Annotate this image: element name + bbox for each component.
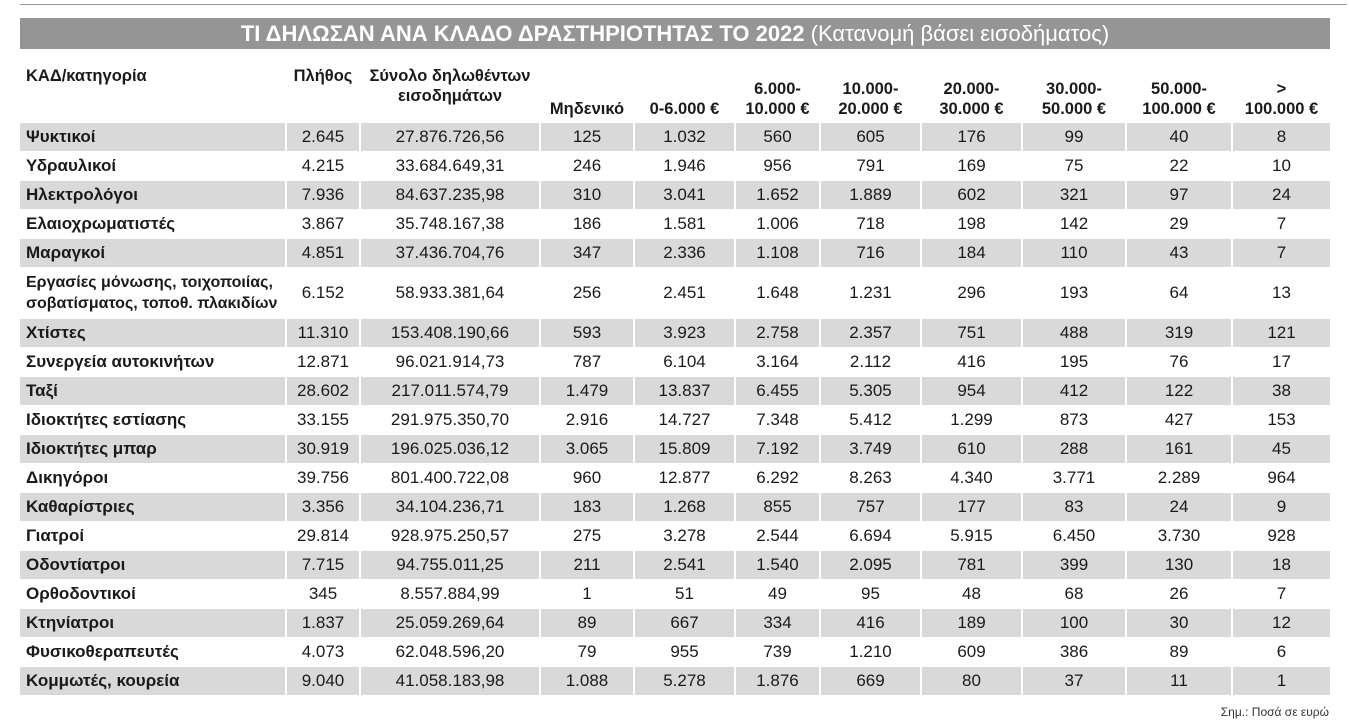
cell-20000-30000: 954 (922, 377, 1023, 406)
cell-20000-30000: 198 (922, 210, 1023, 239)
cell-0-6000: 15.809 (635, 435, 736, 464)
cell-count: 33.155 (287, 406, 361, 435)
cell-zero: 183 (541, 493, 635, 522)
cell-30000-50000: 873 (1023, 406, 1127, 435)
cell-total: 35.748.167,38 (361, 210, 541, 239)
table-row (20, 493, 1330, 522)
table-title: ΤΙ ΔΗΛΩΣΑΝ ΑΝΑ ΚΛΑΔΟ ΔΡΑΣΤΗΡΙΟΤΗΤΑΣ ΤΟ 2022 (240, 21, 805, 46)
col-header-0-6000: 0-6.000 € (635, 57, 736, 123)
cell-0-6000: 12.877 (635, 464, 736, 493)
cell-10000-20000: 95 (821, 580, 922, 609)
cell-count: 3.356 (287, 493, 361, 522)
cell-10000-20000: 5.305 (821, 377, 922, 406)
col-header-30000-50000: 30.000- 50.000 € (1023, 57, 1127, 123)
cell-category: Ελαιοχρωματιστές (20, 210, 287, 239)
cell-6000-10000: 739 (736, 638, 821, 667)
cell-0-6000: 3.278 (635, 522, 736, 551)
cell-20000-30000: 610 (922, 435, 1023, 464)
table-row (20, 123, 1330, 152)
cell-50000-100000: 30 (1127, 609, 1233, 638)
cell-20000-30000: 177 (922, 493, 1023, 522)
cell-count: 39.756 (287, 464, 361, 493)
cell-50000-100000: 22 (1127, 152, 1233, 181)
cell-0-6000: 2.336 (635, 239, 736, 268)
cell-0-6000: 5.278 (635, 667, 736, 696)
cell-0-6000: 1.268 (635, 493, 736, 522)
cell-zero: 211 (541, 551, 635, 580)
cell-zero: 593 (541, 319, 635, 348)
cell-30000-50000: 75 (1023, 152, 1127, 181)
cell-count: 30.919 (287, 435, 361, 464)
cell-6000-10000: 855 (736, 493, 821, 522)
cell-20000-30000: 751 (922, 319, 1023, 348)
cell-6000-10000: 1.006 (736, 210, 821, 239)
cell-zero: 125 (541, 123, 635, 152)
table-row (20, 377, 1330, 406)
cell-over-100000: 17 (1233, 348, 1330, 377)
table-row (20, 406, 1330, 435)
cell-6000-10000: 7.348 (736, 406, 821, 435)
cell-zero: 256 (541, 268, 635, 319)
cell-10000-20000: 1.231 (821, 268, 922, 319)
cell-20000-30000: 189 (922, 609, 1023, 638)
cell-category: Ψυκτικοί (20, 123, 287, 152)
cell-30000-50000: 110 (1023, 239, 1127, 268)
cell-category: Μαραγκοί (20, 239, 287, 268)
cell-zero: 3.065 (541, 435, 635, 464)
cell-total: 153.408.190,66 (361, 319, 541, 348)
cell-count: 12.871 (287, 348, 361, 377)
cell-over-100000: 7 (1233, 239, 1330, 268)
cell-6000-10000: 1.652 (736, 181, 821, 210)
cell-total: 58.933.381,64 (361, 268, 541, 319)
cell-0-6000: 3.041 (635, 181, 736, 210)
cell-10000-20000: 718 (821, 210, 922, 239)
cell-0-6000: 6.104 (635, 348, 736, 377)
cell-30000-50000: 386 (1023, 638, 1127, 667)
cell-zero: 2.916 (541, 406, 635, 435)
col-header-20000-30000: 20.000- 30.000 € (922, 57, 1023, 123)
cell-total: 27.876.726,56 (361, 123, 541, 152)
cell-over-100000: 8 (1233, 123, 1330, 152)
cell-0-6000: 2.451 (635, 268, 736, 319)
cell-6000-10000: 6.455 (736, 377, 821, 406)
cell-category: Ιδιοκτήτες μπαρ (20, 435, 287, 464)
cell-10000-20000: 2.095 (821, 551, 922, 580)
cell-zero: 310 (541, 181, 635, 210)
cell-30000-50000: 399 (1023, 551, 1127, 580)
cell-category: Καθαρίστριες (20, 493, 287, 522)
cell-20000-30000: 781 (922, 551, 1023, 580)
cell-50000-100000: 11 (1127, 667, 1233, 696)
table-row (20, 609, 1330, 638)
cell-over-100000: 24 (1233, 181, 1330, 210)
cell-6000-10000: 956 (736, 152, 821, 181)
cell-count: 3.867 (287, 210, 361, 239)
table-row (20, 464, 1330, 493)
cell-20000-30000: 80 (922, 667, 1023, 696)
cell-6000-10000: 49 (736, 580, 821, 609)
cell-20000-30000: 602 (922, 181, 1023, 210)
cell-50000-100000: 40 (1127, 123, 1233, 152)
cell-category: Κομμωτές, κουρεία (20, 667, 287, 696)
table-row (20, 580, 1330, 609)
cell-6000-10000: 2.544 (736, 522, 821, 551)
cell-zero: 89 (541, 609, 635, 638)
header-row (20, 57, 1330, 123)
cell-zero: 246 (541, 152, 635, 181)
cell-count: 4.073 (287, 638, 361, 667)
cell-6000-10000: 1.108 (736, 239, 821, 268)
cell-over-100000: 38 (1233, 377, 1330, 406)
table-row (20, 268, 1330, 319)
cell-10000-20000: 2.112 (821, 348, 922, 377)
cell-0-6000: 1.032 (635, 123, 736, 152)
cell-count: 11.310 (287, 319, 361, 348)
cell-20000-30000: 176 (922, 123, 1023, 152)
cell-20000-30000: 184 (922, 239, 1023, 268)
cell-category: Υδραυλικοί (20, 152, 287, 181)
cell-zero: 1.479 (541, 377, 635, 406)
cell-zero: 960 (541, 464, 635, 493)
cell-total: 94.755.011,25 (361, 551, 541, 580)
cell-30000-50000: 195 (1023, 348, 1127, 377)
cell-total: 801.400.722,08 (361, 464, 541, 493)
cell-50000-100000: 64 (1127, 268, 1233, 319)
cell-over-100000: 10 (1233, 152, 1330, 181)
cell-0-6000: 1.581 (635, 210, 736, 239)
cell-20000-30000: 169 (922, 152, 1023, 181)
cell-30000-50000: 321 (1023, 181, 1127, 210)
table-row (20, 522, 1330, 551)
cell-over-100000: 1 (1233, 667, 1330, 696)
cell-zero: 347 (541, 239, 635, 268)
cell-count: 9.040 (287, 667, 361, 696)
cell-over-100000: 964 (1233, 464, 1330, 493)
cell-6000-10000: 2.758 (736, 319, 821, 348)
top-rule (20, 4, 1347, 5)
cell-30000-50000: 193 (1023, 268, 1127, 319)
cell-50000-100000: 122 (1127, 377, 1233, 406)
table-row (20, 152, 1330, 181)
cell-20000-30000: 609 (922, 638, 1023, 667)
col-header-count: Πλήθος (287, 57, 361, 123)
table-row (20, 210, 1330, 239)
cell-50000-100000: 319 (1127, 319, 1233, 348)
cell-0-6000: 1.946 (635, 152, 736, 181)
cell-zero: 186 (541, 210, 635, 239)
table-title-bar (20, 18, 1330, 49)
cell-30000-50000: 83 (1023, 493, 1127, 522)
cell-20000-30000: 416 (922, 348, 1023, 377)
cell-50000-100000: 130 (1127, 551, 1233, 580)
cell-total: 196.025.036,12 (361, 435, 541, 464)
cell-10000-20000: 5.412 (821, 406, 922, 435)
table-row (20, 638, 1330, 667)
cell-count: 7.936 (287, 181, 361, 210)
cell-over-100000: 12 (1233, 609, 1330, 638)
cell-over-100000: 9 (1233, 493, 1330, 522)
cell-6000-10000: 3.164 (736, 348, 821, 377)
table-row (20, 181, 1330, 210)
cell-over-100000: 928 (1233, 522, 1330, 551)
cell-6000-10000: 6.292 (736, 464, 821, 493)
cell-count: 2.645 (287, 123, 361, 152)
cell-over-100000: 13 (1233, 268, 1330, 319)
cell-category: Δικηγόροι (20, 464, 287, 493)
cell-10000-20000: 1.210 (821, 638, 922, 667)
cell-over-100000: 121 (1233, 319, 1330, 348)
cell-total: 34.104.236,71 (361, 493, 541, 522)
cell-over-100000: 7 (1233, 580, 1330, 609)
cell-50000-100000: 2.289 (1127, 464, 1233, 493)
cell-total: 928.975.250,57 (361, 522, 541, 551)
cell-30000-50000: 100 (1023, 609, 1127, 638)
cell-10000-20000: 716 (821, 239, 922, 268)
col-header-category: ΚΑΔ/κατηγορία (20, 57, 287, 123)
cell-10000-20000: 3.749 (821, 435, 922, 464)
footnote: Σημ.: Ποσά σε ευρώ (1220, 705, 1329, 719)
cell-30000-50000: 68 (1023, 580, 1127, 609)
cell-30000-50000: 288 (1023, 435, 1127, 464)
cell-total: 41.058.183,98 (361, 667, 541, 696)
cell-count: 1.837 (287, 609, 361, 638)
cell-50000-100000: 24 (1127, 493, 1233, 522)
table-row (20, 239, 1330, 268)
cell-count: 29.814 (287, 522, 361, 551)
cell-total: 62.048.596,20 (361, 638, 541, 667)
table-row (20, 667, 1330, 696)
cell-10000-20000: 791 (821, 152, 922, 181)
cell-category: Χτίστες (20, 319, 287, 348)
cell-50000-100000: 97 (1127, 181, 1233, 210)
cell-total: 8.557.884,99 (361, 580, 541, 609)
cell-20000-30000: 1.299 (922, 406, 1023, 435)
cell-0-6000: 3.923 (635, 319, 736, 348)
cell-0-6000: 667 (635, 609, 736, 638)
cell-total: 291.975.350,70 (361, 406, 541, 435)
cell-over-100000: 18 (1233, 551, 1330, 580)
col-header-6000-10000: 6.000- 10.000 € (736, 57, 821, 123)
cell-10000-20000: 8.263 (821, 464, 922, 493)
cell-over-100000: 7 (1233, 210, 1330, 239)
cell-count: 7.715 (287, 551, 361, 580)
cell-total: 84.637.235,98 (361, 181, 541, 210)
cell-count: 4.215 (287, 152, 361, 181)
cell-total: 217.011.574,79 (361, 377, 541, 406)
cell-category: Ιδιοκτήτες εστίασης (20, 406, 287, 435)
cell-over-100000: 45 (1233, 435, 1330, 464)
cell-total: 25.059.269,64 (361, 609, 541, 638)
cell-total: 96.021.914,73 (361, 348, 541, 377)
cell-count: 6.152 (287, 268, 361, 319)
cell-0-6000: 14.727 (635, 406, 736, 435)
cell-zero: 79 (541, 638, 635, 667)
cell-20000-30000: 5.915 (922, 522, 1023, 551)
cell-0-6000: 51 (635, 580, 736, 609)
cell-10000-20000: 605 (821, 123, 922, 152)
cell-30000-50000: 3.771 (1023, 464, 1127, 493)
cell-category: Γιατροί (20, 522, 287, 551)
cell-category: Κτηνίατροι (20, 609, 287, 638)
cell-10000-20000: 1.889 (821, 181, 922, 210)
cell-50000-100000: 3.730 (1127, 522, 1233, 551)
cell-30000-50000: 99 (1023, 123, 1127, 152)
cell-total: 37.436.704,76 (361, 239, 541, 268)
cell-over-100000: 153 (1233, 406, 1330, 435)
cell-6000-10000: 7.192 (736, 435, 821, 464)
cell-20000-30000: 4.340 (922, 464, 1023, 493)
cell-6000-10000: 560 (736, 123, 821, 152)
cell-50000-100000: 26 (1127, 580, 1233, 609)
cell-zero: 1.088 (541, 667, 635, 696)
cell-20000-30000: 296 (922, 268, 1023, 319)
cell-0-6000: 955 (635, 638, 736, 667)
col-header-10000-20000: 10.000- 20.000 € (821, 57, 922, 123)
cell-zero: 275 (541, 522, 635, 551)
cell-6000-10000: 1.540 (736, 551, 821, 580)
cell-zero: 787 (541, 348, 635, 377)
cell-0-6000: 13.837 (635, 377, 736, 406)
col-header-zero: Μηδενικό (541, 57, 635, 123)
cell-10000-20000: 2.357 (821, 319, 922, 348)
cell-6000-10000: 1.648 (736, 268, 821, 319)
cell-count: 28.602 (287, 377, 361, 406)
cell-10000-20000: 757 (821, 493, 922, 522)
cell-count: 345 (287, 580, 361, 609)
table-subtitle: (Κατανομή βάσει εισοδήματος) (810, 21, 1110, 46)
table-row (20, 348, 1330, 377)
cell-category: Φυσικοθεραπευτές (20, 638, 287, 667)
table-row (20, 319, 1330, 348)
cell-count: 4.851 (287, 239, 361, 268)
cell-50000-100000: 89 (1127, 638, 1233, 667)
cell-10000-20000: 669 (821, 667, 922, 696)
income-table (20, 57, 1330, 696)
cell-over-100000: 6 (1233, 638, 1330, 667)
cell-30000-50000: 6.450 (1023, 522, 1127, 551)
cell-0-6000: 2.541 (635, 551, 736, 580)
cell-50000-100000: 29 (1127, 210, 1233, 239)
cell-20000-30000: 48 (922, 580, 1023, 609)
cell-6000-10000: 1.876 (736, 667, 821, 696)
cell-50000-100000: 161 (1127, 435, 1233, 464)
cell-category: Ηλεκτρολόγοι (20, 181, 287, 210)
cell-10000-20000: 6.694 (821, 522, 922, 551)
table-row (20, 435, 1330, 464)
col-header-50000-100000: 50.000- 100.000 € (1127, 57, 1233, 123)
cell-category: Συνεργεία αυτοκινήτων (20, 348, 287, 377)
cell-category: Ταξί (20, 377, 287, 406)
cell-50000-100000: 427 (1127, 406, 1233, 435)
cell-10000-20000: 416 (821, 609, 922, 638)
cell-category: Οδοντίατροι (20, 551, 287, 580)
cell-30000-50000: 488 (1023, 319, 1127, 348)
cell-category: Εργασίες μόνωσης, τοιχοποιίας, σοβατίσματος, τοποθ. πλακιδίων (20, 268, 287, 319)
cell-6000-10000: 334 (736, 609, 821, 638)
col-header-over-100000: > 100.000 € (1233, 57, 1330, 123)
table-row (20, 551, 1330, 580)
cell-50000-100000: 76 (1127, 348, 1233, 377)
cell-50000-100000: 43 (1127, 239, 1233, 268)
cell-30000-50000: 37 (1023, 667, 1127, 696)
col-header-total: Σύνολο δηλωθέντων εισοδημάτων (361, 57, 541, 123)
cell-30000-50000: 412 (1023, 377, 1127, 406)
cell-30000-50000: 142 (1023, 210, 1127, 239)
cell-total: 33.684.649,31 (361, 152, 541, 181)
cell-zero: 1 (541, 580, 635, 609)
cell-category: Ορθοδοντικοί (20, 580, 287, 609)
